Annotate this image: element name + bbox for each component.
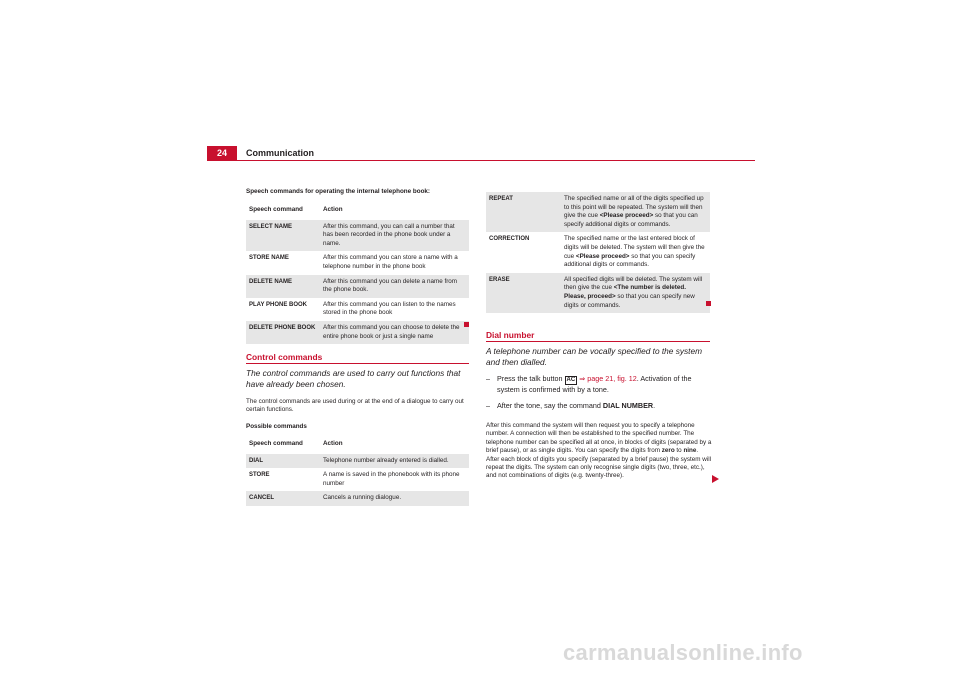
command-cell: SELECT NAME: [246, 220, 320, 252]
command-cell: STORE NAME: [249, 255, 289, 262]
command-cell: ERASE: [486, 273, 561, 313]
action-cell: After this command you can choose to delete the entire phone book or just a single name: [320, 321, 469, 344]
action-cell: The specified name or the last entered block of digits will be deleted. The system will then give the cue <Please proceed> so that you can specify additional digits or commands.: [564, 235, 705, 269]
action-cell: After this command you can listen to the names stored in the phone book: [323, 300, 456, 317]
instruction-step-2: – After the tone, say the command DIAL NUMBER.: [486, 401, 656, 410]
section-rule: [486, 341, 710, 342]
section-title-dial-number: Dial number: [486, 330, 535, 340]
column-header: Action: [320, 202, 469, 220]
table-row: [486, 232, 710, 272]
continue-arrow-icon: [712, 475, 719, 483]
table-header-row: [246, 436, 469, 454]
table-row: [246, 491, 469, 506]
command-cell: CORRECTION: [489, 236, 530, 243]
table-row: [246, 468, 469, 491]
table-row: [246, 321, 469, 344]
system-cue: <Please proceed>: [575, 252, 630, 260]
section-end-marker: [464, 322, 469, 327]
table-header-row: [246, 202, 469, 220]
table-row: [246, 220, 469, 252]
action-cell: Telephone number already entered is dialled.: [320, 454, 469, 469]
table-row: [486, 273, 710, 313]
table-row: [246, 251, 469, 274]
page-reference-link[interactable]: ⇒ page 21, fig. 12: [577, 374, 637, 383]
phonebook-command-table: [246, 202, 469, 344]
action-cell: After this command you can store a name with a telephone number in the phone book: [323, 254, 458, 270]
correction-command-table: [486, 192, 710, 313]
table-row: [246, 275, 469, 298]
section-title-control-commands: Control commands: [246, 352, 323, 362]
command-cell: REPEAT: [486, 192, 561, 232]
action-cell: The specified name or all of the digits specified up to this point will be repeated. The system will then give the cue <Please proceed> so that you can specify additional digits or commands.: [561, 192, 710, 232]
intro-heading: Speech commands for operating the internal telephone book:: [246, 188, 431, 195]
header-rule: [207, 160, 755, 161]
section-lead: A telephone number can be vocally specified to the system and then dialled.: [486, 346, 702, 367]
command-cell: DELETE PHONE BOOK: [246, 321, 320, 344]
table-row: [486, 192, 710, 232]
control-command-table: [246, 436, 469, 506]
action-cell: After this command you can delete a name from the phone book.: [320, 275, 469, 298]
running-title: Communication: [246, 148, 315, 158]
talk-button-icon: AC: [566, 377, 576, 383]
command-cell: CANCEL: [246, 491, 320, 506]
instruction-step-1: – Press the talk button AC ⇒ page 21, fig. 12. Activation of the system is confirmed with by a tone.: [486, 374, 692, 394]
body-paragraph: After this command the system will then request you to specify a telephone number. A connection will then be established to the specified number. The telephone number can be specified all at once, in blocks of digits (separated by a brief pause), or as single digits. You can specify the digits from zero to nine. After each block of digits you specify (separated by a brief pause) the system will repeat the digits. The system can only recognise single digits (two, three, etc.), and not combinations of digits (e.g. twenty-three).: [486, 422, 712, 480]
speech-command: DIAL NUMBER: [602, 401, 654, 410]
table-row: [246, 454, 469, 469]
body-text: The control commands are used during or at the end of a dialogue to carry out certain functions.: [246, 398, 464, 414]
command-cell: DIAL: [246, 454, 320, 469]
column-header: Speech command: [246, 436, 320, 454]
column-header: Speech command: [246, 202, 320, 220]
action-cell: All specified digits will be deleted. The system will then give the cue <The number is deleted. Please, proceed> so that you can specify new digits or commands.: [561, 273, 710, 313]
system-cue: <Please proceed>: [599, 212, 654, 220]
action-cell: After this command, you can call a number that has been recorded in the phone book under a name.: [320, 220, 469, 252]
command-cell: PLAY PHONE BOOK: [249, 301, 308, 308]
table-row: [246, 298, 469, 321]
command-cell: STORE: [249, 472, 270, 479]
page-number: 24: [207, 146, 237, 160]
section-end-marker: [706, 301, 711, 306]
command-cell: DELETE NAME: [246, 275, 320, 298]
section-lead: The control commands are used to carry out functions that have already been chosen.: [246, 368, 461, 389]
section-rule: [246, 363, 469, 364]
action-cell: A name is saved in the phonebook with its phone number: [323, 471, 460, 487]
possible-commands-label: Possible commands: [246, 423, 307, 430]
column-header: Action: [320, 436, 469, 454]
system-cue: <The number is deleted. Please, proceed>: [564, 284, 686, 300]
watermark: carmanualsonline.info: [563, 640, 803, 665]
action-cell: Cancels a running dialogue.: [320, 491, 469, 506]
